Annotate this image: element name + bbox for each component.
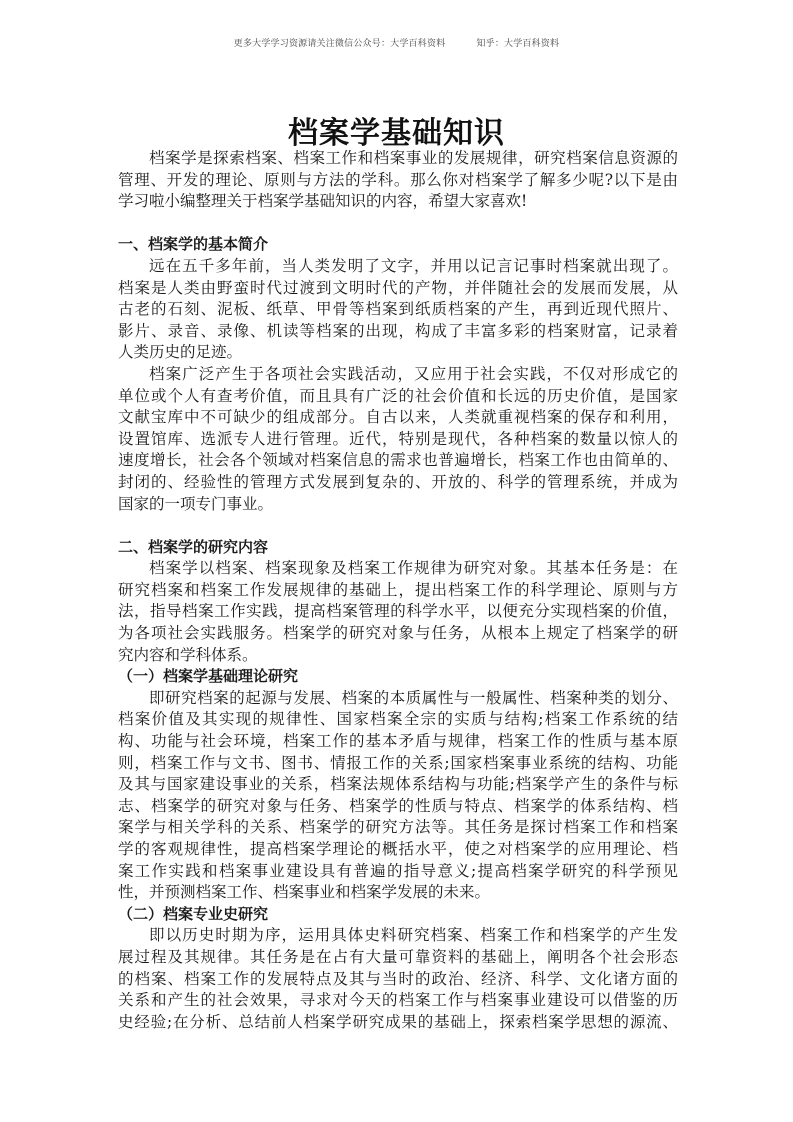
spacer (118, 515, 678, 537)
document-title: 档案学基础知识 (288, 116, 505, 151)
text-line: 案学与相关学科的关系、档案学的研究方法等。其任务是探讨档案工作和档案 (118, 818, 678, 837)
section1-paragraph-2 (118, 364, 678, 515)
subsection-heading-history: （二）档案专业史研究 (118, 904, 269, 923)
text-line: 设置馆库、选派专人进行管理。近代，特别是现代，各种档案的数量以惊人的 (118, 429, 678, 448)
intro-paragraph (118, 148, 678, 213)
text-line: 志、档案学的研究对象与任务、档案学的性质与特点、档案学的体系结构、档 (118, 796, 678, 815)
text-line: 国家的一项专门事业。 (118, 494, 274, 513)
document-body (118, 148, 678, 1033)
header-wechat-note: 更多大学学习资源请关注微信公众号：大学百科资料 (233, 39, 446, 49)
text-line: 的档案、档案工作的发展特点及其与当时的政治、经济、科学、文化诸方面的 (118, 969, 678, 988)
text-line: 为各项社会实践服务。档案学的研究对象与任务，从根本上规定了档案学的研 (118, 624, 678, 643)
text-line: 封闭的、经验性的管理方式发展到复杂的、开放的、科学的管理系统，并成为 (118, 472, 678, 491)
text-line: 管理、开发的理论、原则与方法的学科。那么你对档案学了解多少呢?以下是由 (118, 170, 678, 189)
text-line: 学的客观规律性，提高档案学理论的概括水平，使之对档案学的应用理论、档 (118, 840, 678, 858)
text-line: 档案广泛产生于各项社会实践活动，又应用于社会实践，不仅对形成它的 (149, 364, 678, 383)
text-line: 究内容和学科体系。 (118, 645, 258, 664)
spacer (118, 213, 678, 235)
subsection2-paragraph (118, 925, 678, 1033)
text-line: 性，并预测档案工作、档案事业和档案学发展的未来。 (118, 883, 491, 902)
subsection1-paragraph (118, 688, 678, 904)
section-heading-research: 二、档案学的研究内容 (118, 537, 269, 556)
text-line: 即研究档案的起源与发展、档案的本质属性与一般属性、档案种类的划分、 (149, 688, 678, 707)
text-line: 展过程及其规律。其任务是在占有大量可靠资料的基础上，阐明各个社会形态 (118, 947, 678, 966)
text-line: 则，档案工作与文书、图书、情报工作的关系;国家档案事业系统的结构、功能 (118, 753, 678, 772)
text-line: 即以历史时期为序，运用具体史料研究档案、档案工作和档案学的产生发 (149, 926, 678, 945)
text-line: 人类历史的足迹。 (118, 343, 243, 362)
text-line: 档案是人类由野蛮时代过渡到文明时代的产物，并伴随社会的发展而发展，从 (118, 278, 678, 297)
section-heading-intro: 一、档案学的基本简介 (118, 235, 269, 254)
section2-paragraph-1 (118, 558, 678, 666)
text-line: 档案学以档案、档案现象及档案工作规律为研究对象。其基本任务是：在 (149, 559, 678, 578)
text-line: 文献宝库中不可缺少的组成部分。自古以来，人类就重视档案的保存和利用， (118, 408, 678, 427)
section1-paragraph-1 (118, 256, 678, 364)
text-line: 案工作实践和档案事业建设具有普遍的指导意义;提高档案学研究的科学预见 (118, 861, 678, 880)
page-header (0, 36, 793, 49)
text-line: 档案价值及其实现的规律性、国家档案全宗的实质与结构;档案工作系统的结 (118, 710, 678, 729)
text-line: 速度增长，社会各个领域对档案信息的需求也普遍增长，档案工作也由简单的、 (118, 451, 678, 470)
text-line: 学习啦小编整理关于档案学基础知识的内容，希望大家喜欢! (118, 192, 528, 211)
text-line: 古老的石刻、泥板、纸草、甲骨等档案到纸质档案的产生，再到近现代照片、 (118, 300, 678, 319)
text-line: 影片、录音、录像、机读等档案的出现，构成了丰富多彩的档案财富，记录着 (118, 321, 678, 340)
header-zhihu-note: 知乎：大学百科资料 (476, 39, 560, 49)
text-line: 及其与国家建设事业的关系，档案法规体系结构与功能;档案学产生的条件与标 (118, 775, 678, 794)
subsection-heading-theory: （一）档案学基础理论研究 (118, 667, 299, 686)
text-line: 史经验;在分析、总结前人档案学研究成果的基础上，探索档案学思想的源流、 (118, 1012, 678, 1031)
text-line: 档案学是探索档案、档案工作和档案事业的发展规律，研究档案信息资源的 (149, 149, 678, 167)
text-line: 单位或个人有查考价值，而且具有广泛的社会价值和长远的历史价值，是国家 (118, 386, 678, 405)
text-line: 构、功能与社会环境，档案工作的基本矛盾与规律，档案工作的性质与基本原 (118, 732, 678, 751)
text-line: 法，指导档案工作实践，提高档案管理的科学水平，以便充分实现档案的价值， (118, 602, 678, 621)
text-line: 远在五千多年前，当人类发明了文字，并用以记言记事时档案就出现了。 (149, 256, 678, 275)
text-line: 研究档案和档案工作发展规律的基础上，提出档案工作的科学理论、原则与方 (118, 580, 678, 599)
text-line: 关系和产生的社会效果，寻求对今天的档案工作与档案事业建设可以借鉴的历 (118, 991, 678, 1010)
